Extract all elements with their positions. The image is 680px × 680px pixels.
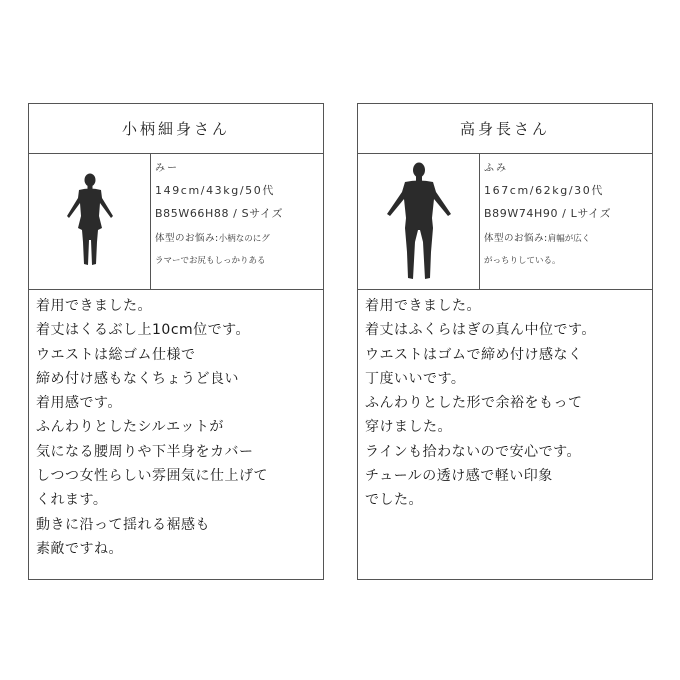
review-line: ふんわりとしたシルエットが <box>36 419 224 436</box>
review-line: 着用できました。 <box>36 298 152 314</box>
review-line: しつつ女性らしい雰囲気に仕上げて <box>36 468 268 485</box>
concern-text: 肩幅が広く <box>547 234 591 244</box>
review-line: 着丈はくるぶし上10cm位です。 <box>36 322 251 339</box>
review-text <box>358 290 652 513</box>
review-line: 動きに沿って揺れる裾感も <box>36 516 210 533</box>
reviewer-name: ふみ <box>484 163 508 174</box>
profile-info <box>151 154 323 289</box>
concern-text-cont: ラマーでお尻もしっかりある <box>155 256 266 266</box>
card-title: 高身長さん <box>358 104 652 154</box>
review-line: 気になる腰周りや下半身をカバー <box>36 443 254 460</box>
reviewer-card-tall <box>357 103 653 580</box>
body-concern-line1 <box>484 232 652 254</box>
review-line: ウエストは総ゴム仕様で <box>36 346 196 363</box>
male-silhouette-icon <box>379 162 459 282</box>
profile-info <box>480 154 652 289</box>
female-silhouette-icon <box>55 172 125 272</box>
figure-cell <box>358 154 480 289</box>
reviewer-profile <box>358 154 652 290</box>
card-title: 小柄細身さん <box>29 104 323 154</box>
reviewer-card-petite <box>28 103 324 580</box>
body-concern-line2 <box>484 254 652 276</box>
reviewer-profile <box>29 154 323 290</box>
body-concern-line2 <box>155 254 323 276</box>
concern-text-cont: がっちりしている。 <box>484 256 561 266</box>
reviewer-size: B89W74H90 / Lサイズ <box>484 207 612 220</box>
review-text <box>29 290 323 561</box>
concern-text: 小柄なのにグ <box>218 234 270 244</box>
review-line: チュールの透け感で軽い印象 <box>365 468 553 485</box>
review-line: 着丈はふくらはぎの真ん中位です。 <box>365 322 596 339</box>
review-line: 着用できました。 <box>365 298 481 314</box>
body-concern-line1 <box>155 232 323 254</box>
review-line: 素敵ですね。 <box>36 540 123 557</box>
review-line: でした。 <box>365 492 423 509</box>
reviewer-name: みー <box>155 163 179 174</box>
review-line: 穿けました。 <box>365 419 452 436</box>
reviewer-stats: 149cm/43kg/50代 <box>155 184 275 197</box>
review-line: 着用感です。 <box>36 395 122 412</box>
review-line: 丁度いいです。 <box>365 370 466 387</box>
concern-label: 体型のお悩み: <box>484 233 548 244</box>
reviewer-size: B85W66H88 / Sサイズ <box>155 207 284 220</box>
review-line: ふんわりとした形で余裕をもって <box>365 395 583 412</box>
review-line: 締め付け感もなくちょうど良い <box>36 370 239 387</box>
review-line: ラインも拾わないので安心です。 <box>365 443 581 460</box>
review-line: くれます。 <box>36 492 108 509</box>
reviewer-stats: 167cm/62kg/30代 <box>484 184 604 197</box>
review-line: ウエストはゴムで締め付け感なく <box>365 346 583 363</box>
figure-cell <box>29 154 151 289</box>
concern-label: 体型のお悩み: <box>155 233 219 244</box>
